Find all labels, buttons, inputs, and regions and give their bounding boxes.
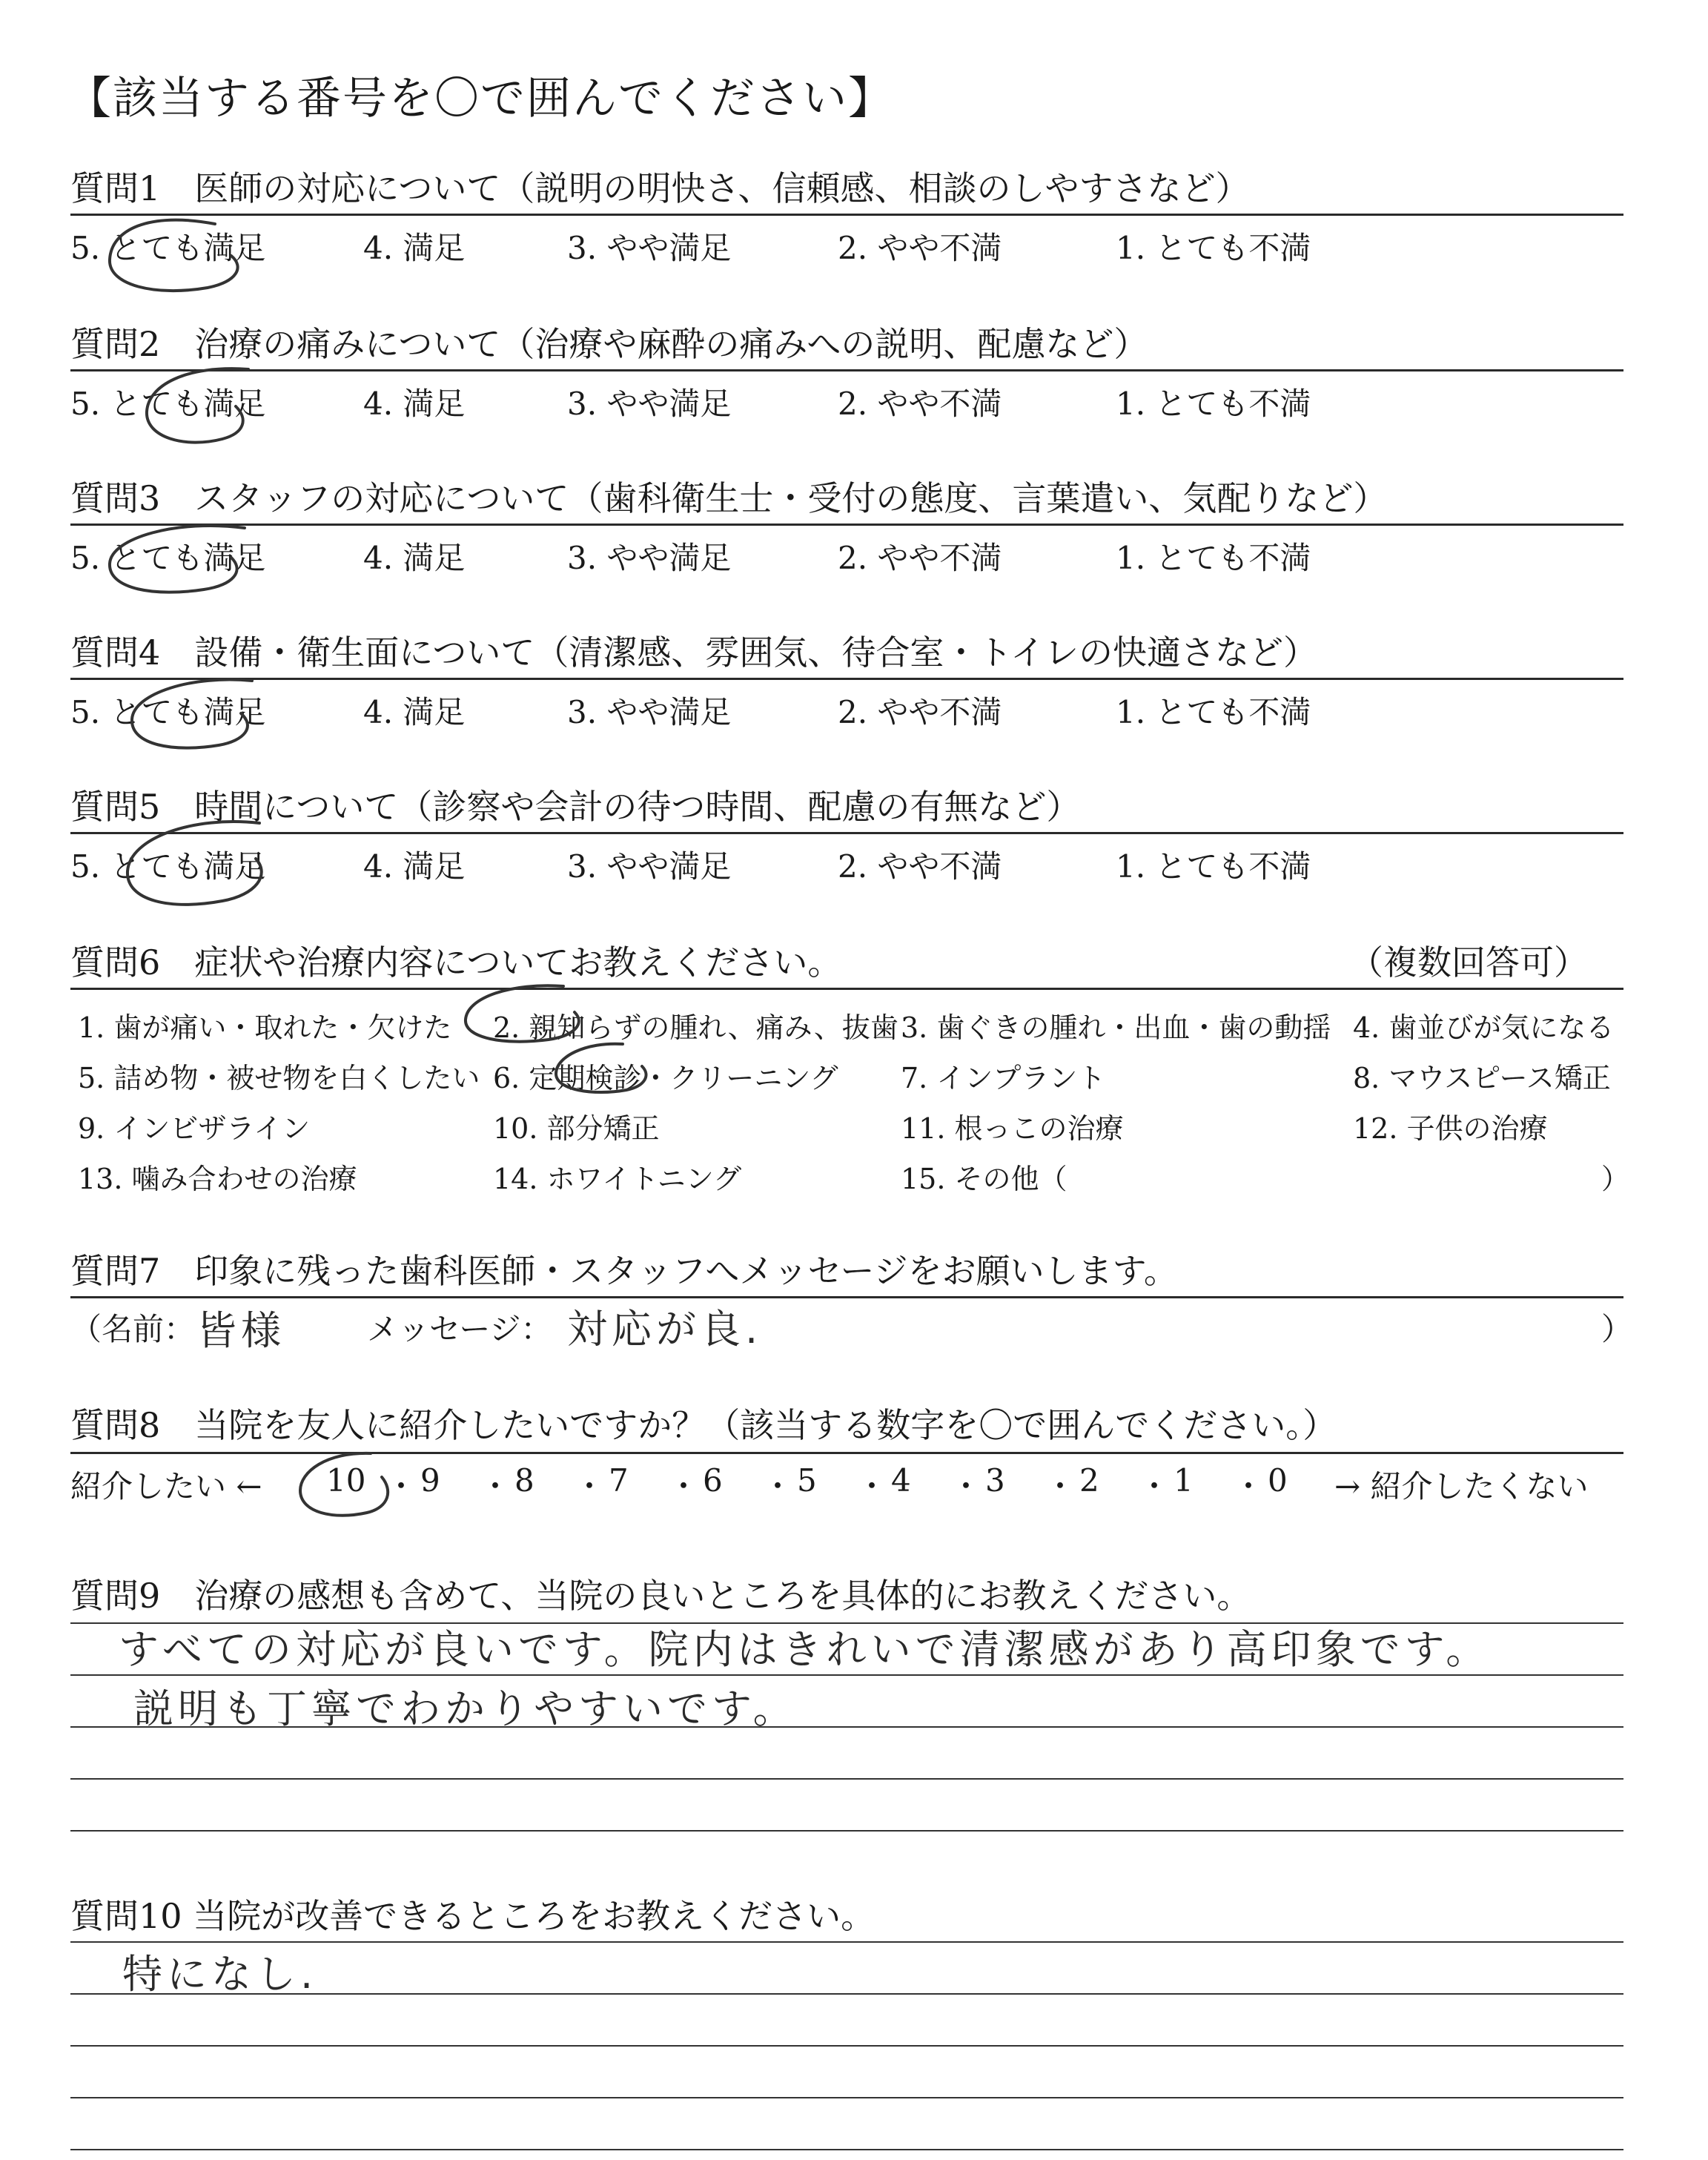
q4-option-2[interactable]: 2. やや不満: [838, 694, 1002, 730]
q6-option[interactable]: 8. マウスピース矯正: [1353, 1062, 1611, 1094]
q3-rule: [70, 524, 1623, 526]
q3-option-1[interactable]: 1. とても不満: [1116, 540, 1311, 576]
q8-right-label: → 紹介したくない: [1334, 1468, 1589, 1505]
q4-option-5[interactable]: 5. とても満足: [70, 694, 266, 730]
q1-option-5[interactable]: 5. とても満足: [70, 230, 266, 266]
q3-title: 質問3 スタッフの対応について（歯科衛生士・受付の態度、言葉遣い、気配りなど）: [70, 478, 1388, 518]
q6-option[interactable]: 1. 歯が痛い・取れた・欠けた: [78, 1011, 452, 1044]
q6-rule: [70, 988, 1623, 990]
q3-option-5[interactable]: 5. とても満足: [70, 540, 266, 576]
q7-rule: [70, 1296, 1623, 1298]
q4-option-4[interactable]: 4. 満足: [363, 694, 466, 730]
q6-option[interactable]: 7. インプラント: [901, 1062, 1106, 1094]
q10-answer-line: [70, 2097, 1623, 2098]
q6-option[interactable]: 11. 根っこの治療: [901, 1112, 1124, 1145]
q10-answer-text[interactable]: 特になし.: [122, 1951, 318, 1998]
q4-option-3[interactable]: 3. やや満足: [567, 694, 732, 730]
q8-scale-separator: ・: [1045, 1468, 1076, 1505]
q8-scale-value[interactable]: 3: [985, 1462, 1005, 1499]
q5-rule: [70, 832, 1623, 834]
q10-answer-line: [70, 2045, 1623, 2047]
q2-title: 質問2 治療の痛みについて（治療や麻酔の痛みへの説明、配慮など）: [70, 324, 1148, 364]
q10-answer-line: [70, 2149, 1623, 2150]
q9-answer-line: [70, 1830, 1623, 1832]
q9-title: 質問9 治療の感想も含めて、当院の良いところを具体的にお教えください。: [70, 1576, 1251, 1616]
q3-option-4[interactable]: 4. 満足: [363, 540, 466, 576]
q1-option-3[interactable]: 3. やや満足: [567, 230, 732, 266]
q6-option-other[interactable]: 15. その他（: [901, 1163, 1068, 1195]
q6-other-close: ）: [1601, 1163, 1630, 1195]
q8-scale-separator: ・: [1233, 1468, 1265, 1505]
q8-scale-separator: ・: [762, 1468, 794, 1505]
q9-answer-text[interactable]: すべての対応が良いです。院内はきれいで清潔感があり高印象です。: [119, 1626, 1491, 1673]
q10-title: 質問10 当院が改善できるところをお教えください。: [70, 1896, 875, 1936]
q8-scale-value[interactable]: 6: [703, 1462, 723, 1499]
q6-option[interactable]: 12. 子供の治療: [1353, 1112, 1548, 1145]
q6-option[interactable]: 14. ホワイトニング: [493, 1163, 742, 1195]
q8-scale-value[interactable]: 2: [1079, 1462, 1099, 1499]
q8-scale-value[interactable]: 7: [609, 1462, 629, 1499]
q4-option-1[interactable]: 1. とても不満: [1116, 694, 1311, 730]
q4-title: 質問4 設備・衛生面について（清潔感、雰囲気、待合室・トイレの快適さなど）: [70, 633, 1318, 673]
q8-scale-value[interactable]: 8: [514, 1462, 534, 1499]
q6-option[interactable]: 3. 歯ぐきの腫れ・出血・歯の動揺: [901, 1011, 1331, 1044]
q8-left-label: 紹介したい ←: [70, 1468, 262, 1505]
q2-option-2[interactable]: 2. やや不満: [838, 386, 1002, 422]
q1-option-1[interactable]: 1. とても不満: [1116, 230, 1311, 266]
q6-option[interactable]: 6. 定期検診・クリーニング: [493, 1062, 838, 1094]
q6-option[interactable]: 2. 親知らずの腫れ、痛み、抜歯: [493, 1011, 898, 1044]
q6-option[interactable]: 10. 部分矯正: [493, 1112, 660, 1145]
q5-title: 質問5 時間について（診察や会計の待つ時間、配慮の有無など）: [70, 787, 1081, 827]
q2-option-3[interactable]: 3. やや満足: [567, 386, 732, 422]
q8-rule: [70, 1452, 1623, 1454]
q1-option-2[interactable]: 2. やや不満: [838, 230, 1002, 266]
q6-option[interactable]: 9. インビザライン: [78, 1112, 311, 1145]
q5-option-3[interactable]: 3. やや満足: [567, 848, 732, 885]
q8-scale-value[interactable]: 10: [326, 1462, 366, 1499]
q2-option-4[interactable]: 4. 満足: [363, 386, 466, 422]
q3-option-3[interactable]: 3. やや満足: [567, 540, 732, 576]
q8-scale-separator: ・: [480, 1468, 512, 1505]
q8-scale-separator: ・: [856, 1468, 888, 1505]
q5-option-1[interactable]: 1. とても不満: [1116, 848, 1311, 885]
q7-name-value[interactable]: 皆様: [196, 1307, 285, 1354]
q1-title: 質問1 医師の対応について（説明の明快さ、信頼感、相談のしやすさなど）: [70, 168, 1250, 208]
q8-scale-separator: ・: [574, 1468, 606, 1505]
q5-option-5[interactable]: 5. とても満足: [70, 848, 266, 885]
q3-option-2[interactable]: 2. やや不満: [838, 540, 1002, 576]
q6-option[interactable]: 4. 歯並びが気になる: [1353, 1011, 1615, 1044]
form-header: 【該当する番号を〇で囲んでください】: [67, 73, 894, 125]
q2-option-1[interactable]: 1. とても不満: [1116, 386, 1311, 422]
q1-rule: [70, 214, 1623, 216]
q8-scale-separator: ・: [668, 1468, 700, 1505]
q6-option[interactable]: 13. 噛み合わせの治療: [78, 1163, 357, 1195]
q8-scale-separator: ・: [950, 1468, 982, 1505]
q8-scale-value[interactable]: 4: [891, 1462, 911, 1499]
q8-scale-value[interactable]: 1: [1174, 1462, 1194, 1499]
q2-option-5[interactable]: 5. とても満足: [70, 386, 266, 422]
q2-rule: [70, 369, 1623, 371]
q7-close-paren: ）: [1601, 1311, 1633, 1347]
q7-title: 質問7 印象に残った歯科医師・スタッフへメッセージをお願いします。: [70, 1251, 1178, 1291]
q8-title: 質問8 当院を友人に紹介したいですか？（該当する数字を〇で囲んでください。）: [70, 1405, 1337, 1445]
q6-note: （複数回答可）: [1349, 942, 1588, 982]
q6-option[interactable]: 5. 詰め物・被せ物を白くしたい: [78, 1062, 480, 1094]
q7-name-label: （名前：: [70, 1311, 196, 1347]
q6-title: 質問6 症状や治療内容についてお教えください。: [70, 942, 842, 982]
q4-rule: [70, 678, 1623, 680]
q8-scale-value[interactable]: 9: [420, 1462, 440, 1499]
q7-message-value[interactable]: 対応が良.: [567, 1306, 763, 1353]
q8-scale-separator: ・: [1139, 1468, 1171, 1505]
q5-option-2[interactable]: 2. やや不満: [838, 848, 1002, 885]
q8-scale-value[interactable]: 5: [797, 1462, 817, 1499]
q8-scale-value[interactable]: 0: [1268, 1462, 1288, 1499]
q7-message-label: メッセージ：: [367, 1311, 552, 1347]
q8-scale-separator: ・: [385, 1468, 417, 1505]
q9-answer-text[interactable]: 説明も丁寧でわかりやすいです。: [133, 1685, 798, 1732]
q1-option-4[interactable]: 4. 満足: [363, 230, 466, 266]
q9-answer-line: [70, 1778, 1623, 1780]
q5-option-4[interactable]: 4. 満足: [363, 848, 466, 885]
